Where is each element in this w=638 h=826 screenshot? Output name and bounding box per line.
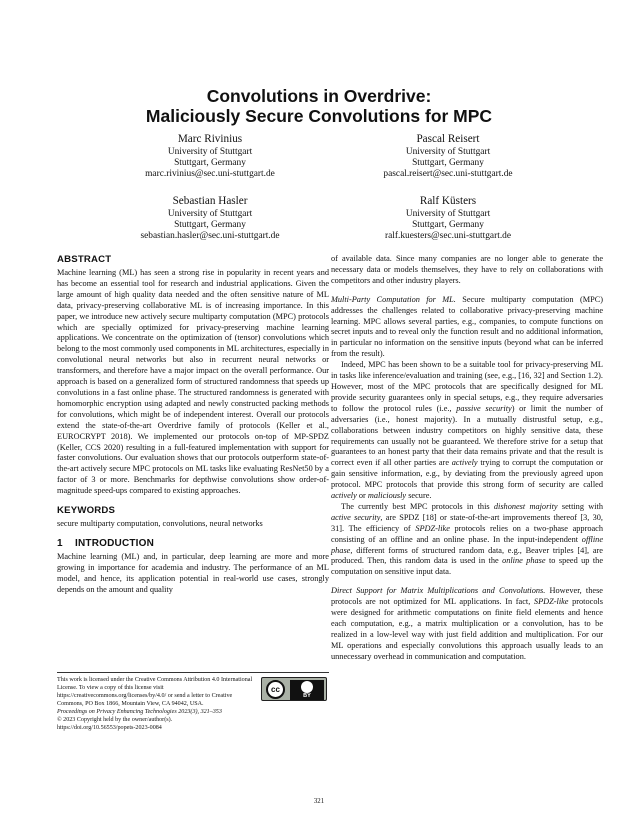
paragraph-2: Multi-Party Computation for ML. Secure multiparty computation (MPC) addresses the challenges related to collaborative privacy-preserving machine learning. MPC allows several parties, e.g., companies, to compute functions on secret inputs and to reveal only the function result and no additional information, in particular no information on the sensitive inputs (beyond what can be inferred from the result). — [331, 294, 603, 359]
by-icon — [290, 680, 324, 700]
abstract-heading: ABSTRACT — [57, 254, 112, 265]
author-location: Stuttgart, Germany — [174, 219, 246, 230]
author-email: sebastian.hasler@sec.uni-stuttgart.de — [140, 231, 280, 242]
cc-icon: cc — [266, 680, 285, 699]
paragraph-lead: Multi-Party Computation for ML. — [331, 294, 456, 304]
author-name: Ralf Küsters — [419, 195, 477, 207]
paragraph-5: Direct Support for Matrix Multiplications and Convolutions. However, these protocols are not optimized for ML applications. In fact, SPDZ-like protocols were designed for arithmetic computations on finite field elements and hence each computation, e.g., a matrix multiplication or a convolution, has to be realized in a low-level way with just field addition and multiplication. For our ML operations and especially convolutions this approach usually leads to an unnecessary overhead in communication and computation. — [331, 586, 603, 661]
author-affiliation: University of Stuttgart — [405, 146, 491, 157]
author-name: Sebastian Hasler — [172, 195, 248, 207]
introduction-text: Machine learning (ML) and, in particular, deep learning are more and more growing in importance for academia and industry. The performance of an ML model, and hence, its application potential in real-world use cases, strongly depends on the amount and quality — [57, 551, 329, 594]
author-location: Stuttgart, Germany — [174, 157, 246, 168]
cc-by-badge[interactable] — [261, 677, 327, 701]
right-column — [331, 254, 603, 663]
paper-title — [0, 86, 638, 126]
proceedings-line: Proceedings on Privacy Enhancing Technologies 2023(3), 321–353 — [57, 709, 222, 715]
doi-link[interactable]: https://doi.org/10.56553/popets-2023-0084 — [57, 725, 162, 731]
section-number: 1 — [57, 537, 63, 549]
paragraph-1: of available data. Since many companies are no longer able to generate the necessary data or models themselves, they have to rely on collaborations with competitors and other industry players. — [331, 254, 603, 285]
keywords-text: secure multiparty computation, convolutions, neural networks — [57, 519, 263, 529]
copyright-line: © 2023 Copyright held by the owner/author(s). — [57, 717, 173, 723]
author-name: Marc Rivinius — [177, 133, 243, 145]
title-line-2: Maliciously Secure Convolutions for MPC — [145, 106, 493, 126]
keywords-heading: KEYWORDS — [57, 505, 116, 517]
paragraph-lead: Direct Support for Matrix Multiplications and Convolutions. — [331, 586, 546, 596]
page-number: 321 — [313, 798, 325, 805]
left-column — [57, 254, 329, 596]
introduction-heading — [57, 538, 329, 550]
paragraph-3: Indeed, MPC has been shown to be a suitable tool for privacy-preserving ML in tasks like inference/evaluation and training (see, e.g., [16, 32] and Section 1.2). However, most of the MPC protocols that are specifically designed for ML provide security guarantees only in special setups, e.g., they require adversaries to follow the protocol rules (i.e., passive security) or limit the number of adversaries (i.e., honest majority). In a mutually distrustful setup, e.g., collaborations between industry competitors on highly sensitive data, these requirements can usually not be guaranteed. We therefore strive for a setup that guarantees to an honest party that their data remains private and that the result is correct even if all other parties are actively trying to corrupt the computation or gain sensitive information, e.g., by deviating from the previously agreed upon protocol. MPC protocols that provide this strong form of security are called actively or maliciously secure. — [331, 360, 603, 501]
author-name: Pascal Reisert — [416, 133, 480, 145]
license-text: This work is licensed under the Creative Commons Attribution 4.0 International License. To view a copy of this license visit https://creativecommons.org/licenses/by/4.0/ or send a letter to Creative Commons, PO Box 1866, Mountain View, CA 94042, USA. — [57, 677, 253, 707]
paragraph-4: The currently best MPC protocols in this dishonest majority setting with active security, are SPDZ [18] or state-of-the-art improvements thereof [3, 30, 31]. The efficiency of SPDZ-like protocols relies on a two-phase approach consisting of an offline and an online phase. In the input-independent offline phase, different forms of structured random data, e.g., Beaver triples [4], are produced. Then, this random data is used in the online phase to speed up the computation on sensitive input data. — [331, 501, 604, 577]
author-affiliation: University of Stuttgart — [405, 208, 491, 219]
title-line-1: Convolutions in Overdrive: — [206, 86, 432, 106]
author-affiliation: University of Stuttgart — [167, 208, 253, 219]
by-label: BY — [303, 693, 311, 699]
author-location: Stuttgart, Germany — [412, 157, 484, 168]
author-email: pascal.reisert@sec.uni-stuttgart.de — [383, 169, 513, 180]
author-location: Stuttgart, Germany — [412, 219, 484, 230]
license-footnote — [57, 672, 329, 732]
author-4 — [318, 195, 578, 243]
author-2 — [318, 133, 578, 181]
abstract-text: Machine learning (ML) has seen a strong rise in popularity in recent years and has become an essential tool for research and industrial applications. Given the large amount of high quality data needed and the often sensitive nature of ML data, privacy-preserving collaborative ML is of increasing importance. In this paper, we introduce new actively secure multiparty computation (MPC) protocols which are specially optimized for privacy-preserving machine learning applications. We concentrate on the optimization of (tensor) convolutions which belong to the most commonly used components in ML architectures, especially in convolutional neural networks but also in recurrent neural networks or transformers, and therefore have a major impact on the overall performance. Our approach is based on a generalized form of structured randomness that speeds up convolutions in a fast online phase. The structured randomness is generated with homomorphic encryption using adapted and newly constructed packing methods for convolutions, which might be of independent interest. Overall our protocols extend the state-of-the-art Overdrive family of protocols (Keller et al., EUROCRYPT 2018). We implemented our protocols on-top of MP-SPDZ (Keller, CCS 2020) resulting in a full-featured implementation with support for faster convolutions. Our evaluation shows that our protocols outperform state-of-the-art actively secure MPC protocols on ML tasks like evaluating ResNet50 by a factor of 3 or more. Benchmarks for depthwise convolutions show order-of-magnitude speed-ups compared to existing approaches. — [57, 268, 329, 496]
author-email: marc.rivinius@sec.uni-stuttgart.de — [145, 169, 275, 180]
section-title: INTRODUCTION — [75, 537, 155, 549]
author-3 — [80, 195, 340, 243]
author-email: ralf.kuesters@sec.uni-stuttgart.de — [384, 231, 512, 242]
person-icon — [301, 681, 313, 693]
author-1 — [80, 133, 340, 181]
author-affiliation: University of Stuttgart — [167, 146, 253, 157]
